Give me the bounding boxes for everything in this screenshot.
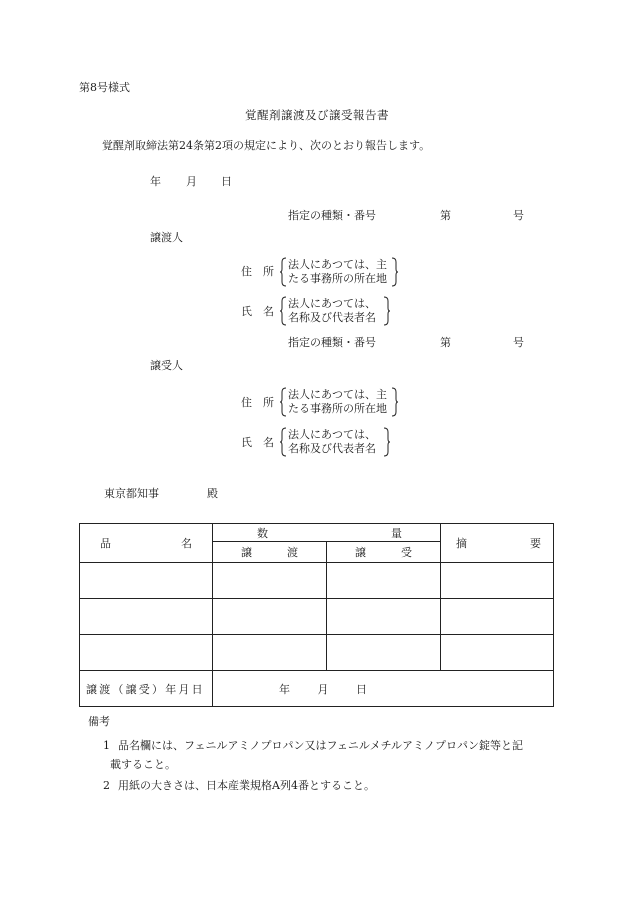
header-item-name-2: 名 (181, 537, 192, 550)
remarks-item2-text: 用紙の大きさは、日本産業規格A列4番とすること。 (118, 779, 375, 792)
header-receive-1: 譲 (355, 546, 366, 559)
date-row-day: 日 (356, 682, 367, 696)
table-row (80, 635, 554, 671)
transferee-address-note-2: たる事務所の所在地 (288, 402, 387, 415)
date-row-value[interactable] (213, 671, 554, 707)
transferor-address-label: 住 所 (241, 265, 274, 278)
addressee: 東京都知事 (104, 487, 159, 500)
transferee-label: 譲受人 (150, 359, 183, 372)
header-transfer-1: 譲 (241, 546, 252, 559)
header-quantity-2: 量 (391, 526, 402, 540)
transferor-name-note-1: 法人にあつては、 (288, 297, 376, 310)
table-row (80, 599, 554, 635)
report-table (79, 523, 554, 707)
form-number: 第8号様式 (79, 81, 130, 94)
transferee-address-label: 住 所 (241, 396, 274, 409)
document-title: 覚醒剤譲渡及び譲受報告書 (245, 108, 389, 122)
date-row-label-text: 譲渡（譲受）年月日 (86, 682, 205, 696)
header-quantity (213, 524, 441, 542)
cell-transfer[interactable] (213, 635, 327, 671)
header-remarks-2: 要 (530, 537, 541, 550)
cell-item[interactable] (80, 599, 213, 635)
transferee-designation-label: 指定の種類・番号 (288, 336, 376, 349)
transferor-address-note-1: 法人にあつては、主 (288, 258, 387, 271)
remarks-item2-num: 2 (103, 779, 110, 792)
cell-receive[interactable] (327, 599, 441, 635)
header-receive-2: 受 (401, 546, 412, 559)
cell-remarks[interactable] (441, 635, 554, 671)
transferor-go: 号 (513, 209, 524, 222)
remarks-item1-cont: 載すること。 (110, 758, 176, 771)
cell-item[interactable] (80, 563, 213, 599)
remarks-heading: 備考 (88, 715, 110, 728)
cell-transfer[interactable] (213, 599, 327, 635)
date-day-label: 日 (221, 175, 232, 188)
date-row-month: 月 (317, 682, 329, 696)
date-row-label (80, 671, 213, 707)
date-month-label: 月 (186, 175, 197, 188)
transferor-label: 譲渡人 (150, 231, 183, 244)
header-receive (327, 542, 441, 563)
transferor-name-label: 氏 名 (241, 305, 274, 318)
cell-remarks[interactable] (441, 563, 554, 599)
intro-text: 覚醒剤取締法第24条第2項の規定により、次のとおり報告します。 (102, 139, 431, 152)
date-row (80, 671, 554, 707)
date-row-year: 年 (279, 682, 290, 696)
addressee-honorific: 殿 (207, 487, 218, 500)
cell-item[interactable] (80, 635, 213, 671)
header-remarks (441, 524, 554, 563)
cell-remarks[interactable] (441, 599, 554, 635)
transferee-dai: 第 (440, 336, 451, 349)
header-quantity-1: 数 (257, 526, 268, 540)
header-transfer-2: 渡 (287, 546, 298, 559)
transferee-name-label: 氏 名 (241, 436, 274, 449)
date-year-label: 年 (150, 175, 161, 188)
table-row (80, 563, 554, 599)
header-item-name-1: 品 (100, 537, 111, 550)
header-transfer (213, 542, 327, 563)
cell-receive[interactable] (327, 563, 441, 599)
remarks-item1-num: 1 (103, 739, 110, 752)
cell-transfer[interactable] (213, 563, 327, 599)
transferor-name-note-2: 名称及び代表者名 (288, 311, 376, 324)
remarks-item1-text: 品名欄には、フェニルアミノプロパン又はフェニルメチルアミノプロパン錠等と記 (118, 739, 524, 752)
header-item-name (80, 524, 213, 563)
header-remarks-1: 摘 (456, 537, 467, 550)
transferee-name-note-2: 名称及び代表者名 (288, 442, 376, 455)
transferor-designation-label: 指定の種類・番号 (288, 209, 376, 222)
transferee-go: 号 (513, 336, 524, 349)
cell-receive[interactable] (327, 635, 441, 671)
transferor-address-note-2: たる事務所の所在地 (288, 272, 387, 285)
transferee-address-note-1: 法人にあつては、主 (288, 388, 387, 401)
transferee-name-note-1: 法人にあつては、 (288, 428, 376, 441)
transferor-dai: 第 (440, 209, 451, 222)
